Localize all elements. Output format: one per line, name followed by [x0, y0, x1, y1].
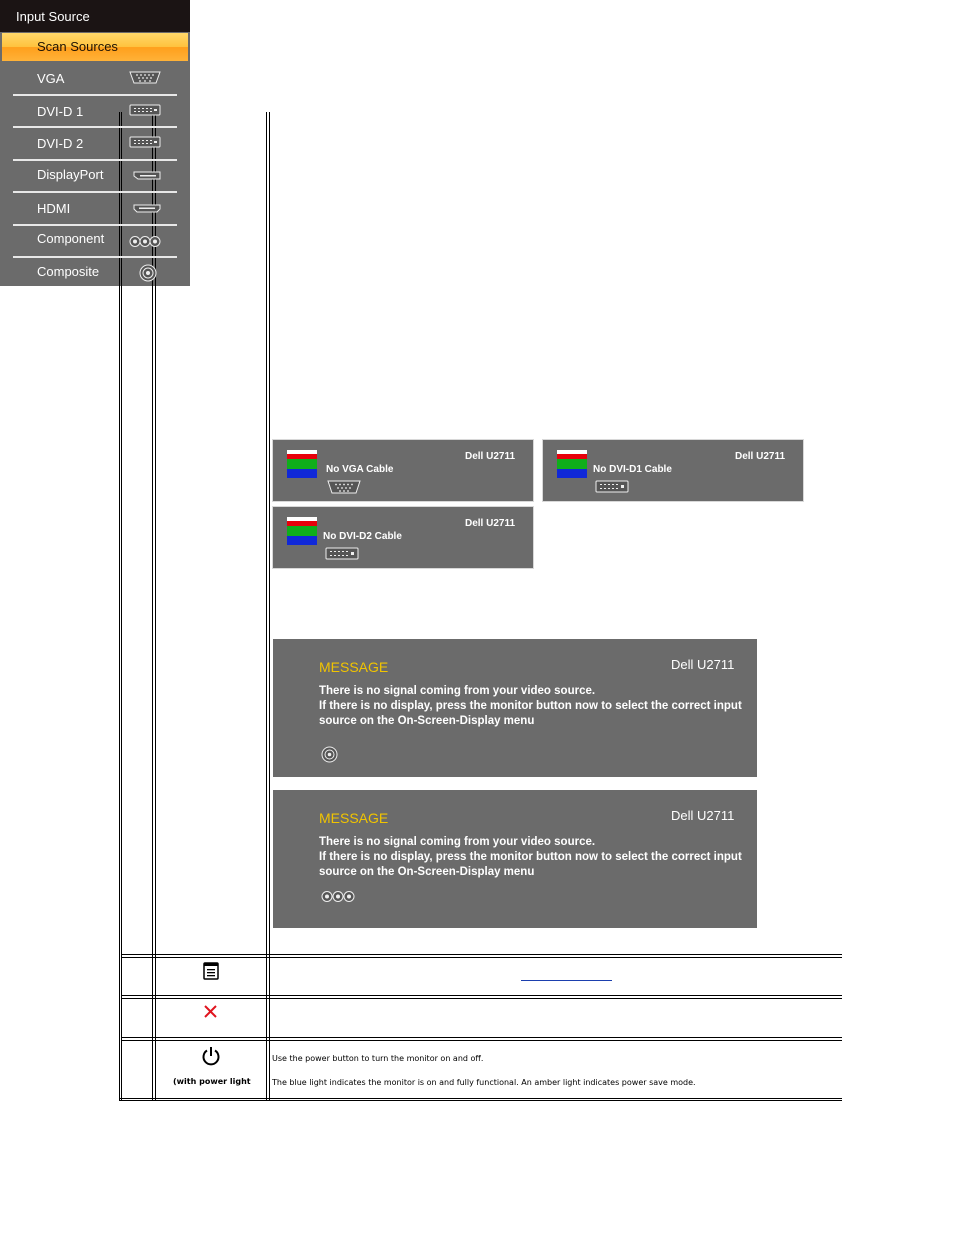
row-divider-power-top-b: [121, 1040, 842, 1041]
message-line: If there is no display, press the monitor button now to select the correct input: [319, 851, 742, 863]
message-title: MESSAGE: [319, 810, 389, 826]
message-line: source on the On-Screen-Display menu: [319, 715, 535, 727]
color-bars-icon: [287, 517, 317, 545]
menu-item-dvi-d-2[interactable]: [13, 127, 177, 159]
menu-item-hdmi[interactable]: [13, 193, 177, 225]
no-signal-message-panel: [273, 639, 757, 777]
hdmi-connector-icon: [133, 204, 161, 213]
menu-item-displayport[interactable]: [13, 160, 177, 192]
power-description: Use the power button to turn the monitor on and off.: [272, 1054, 484, 1063]
menu-header: [0, 0, 190, 32]
message-line: There is no signal coming from your video source.: [319, 685, 596, 697]
composite-connector-icon: [139, 264, 157, 282]
input-source-menu: [0, 0, 190, 286]
menu-item-label: Composite: [37, 264, 100, 279]
menu-item-dvi-d-1[interactable]: [13, 95, 177, 127]
model-name: Dell U2711: [465, 451, 516, 462]
model-name: Dell U2711: [671, 657, 735, 672]
power-icon: [201, 1046, 221, 1066]
table-border-bottom-b: [119, 1100, 842, 1101]
row-divider-power-top: [121, 1037, 842, 1038]
power-light-caption: (with power light: [173, 1077, 251, 1086]
column-divider-2: [266, 112, 267, 1101]
row-divider-exit-top: [121, 995, 842, 996]
dvi-connector-icon: [129, 104, 161, 116]
no-dvi-d1-cable-panel: [542, 439, 804, 502]
no-dvi-d2-cable-panel: [272, 506, 534, 569]
menu-item-label: DisplayPort: [37, 167, 104, 182]
dvi-connector-icon: [595, 480, 629, 493]
vga-connector-icon: [129, 71, 161, 84]
message-line: If there is no display, press the monitor button now to select the correct input: [319, 700, 742, 712]
column-divider-2b: [269, 112, 270, 1101]
row-divider-menu-top-b: [121, 957, 842, 958]
message-title: MESSAGE: [319, 659, 389, 675]
message-line: source on the On-Screen-Display menu: [319, 866, 535, 878]
model-name: Dell U2711: [671, 808, 735, 823]
displayport-connector-icon: [133, 171, 161, 180]
dvi-connector-icon: [129, 136, 161, 148]
no-vga-cable-panel: [272, 439, 534, 502]
menu-item-composite[interactable]: [13, 258, 177, 290]
menu-button-icon: [203, 962, 219, 980]
color-bars-icon: [287, 450, 317, 478]
no-cable-message: No DVI-D1 Cable: [593, 464, 672, 475]
menu-link-underline[interactable]: [521, 980, 612, 981]
no-cable-message: No VGA Cable: [326, 464, 394, 475]
dvi-connector-icon: [325, 547, 359, 560]
row-divider-exit-top-b: [121, 998, 842, 999]
menu-item-vga[interactable]: [13, 62, 177, 94]
power-light-description: The blue light indicates the monitor is on and fully functional. An amber light indicates power save mode.: [272, 1078, 696, 1087]
model-name: Dell U2711: [735, 451, 786, 462]
menu-item-component[interactable]: [13, 226, 177, 258]
no-signal-message-panel: [273, 790, 757, 928]
menu-item-label: VGA: [37, 71, 65, 86]
menu-item-label: Component: [37, 231, 105, 246]
no-cable-message: No DVI-D2 Cable: [323, 531, 402, 542]
menu-item-label: Scan Sources: [37, 39, 118, 54]
menu-item-label: DVI-D 2: [37, 136, 84, 151]
vga-connector-icon: [327, 480, 361, 494]
component-connector-icon: [321, 890, 355, 903]
menu-item-label: HDMI: [37, 201, 71, 216]
table-border-bottom: [119, 1098, 842, 1099]
menu-item-label: DVI-D 1: [37, 104, 84, 119]
row-divider-menu-top: [121, 954, 842, 955]
component-connector-icon: [129, 235, 161, 248]
menu-title: Input Source: [16, 9, 90, 24]
composite-connector-icon: [321, 746, 338, 763]
close-icon: [203, 1004, 218, 1019]
color-bars-icon: [557, 450, 587, 478]
message-line: There is no signal coming from your video source.: [319, 836, 596, 848]
menu-item-scan-sources[interactable]: [2, 33, 188, 61]
model-name: Dell U2711: [465, 518, 516, 529]
